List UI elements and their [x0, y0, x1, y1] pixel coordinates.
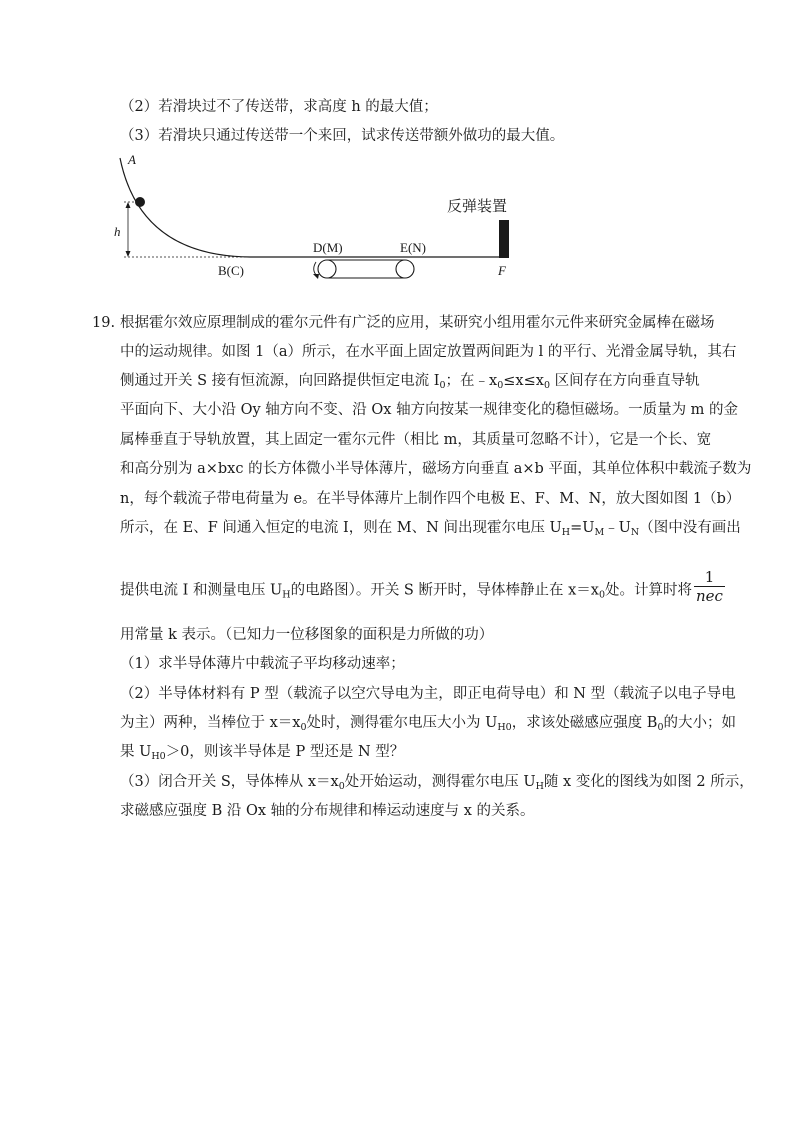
q19-line-4: 平面向下、大小沿 Oy 轴方向不变、沿 Ox 轴方向按某一规律变化的稳恒磁场。一质量为 m 的金	[120, 402, 739, 418]
sub-question-3-line-2: 求磁感应强度 B 沿 Ox 轴的分布规律和棒运动速度与 x 的关系。	[120, 803, 535, 819]
q19-line-9: 提供电流 I 和测量电压 $U_H$的电路图）。开关 S 断开时，导体棒静止在 $x=x_0$处。计算时将 $\frac{1}{\text{nec}}$	[120, 568, 723, 605]
sub-question-3-line-1: （3）闭合开关 S，导体棒从 $x=x_0$处开始运动，测得霍尔电压 $U_H$随 x 变化的图线为如图 2 所示，	[120, 774, 754, 792]
rotation-arrow-head	[313, 274, 319, 279]
sub-question-2-line-2: 为主）两种，当棒位于 $x=x_0$处时，测得霍尔电压大小为 $U_{H0}$，求该处磁感应强度 $B_0$的大小；如	[120, 715, 737, 733]
q19-line-7: n，每个载流子带电荷量为 e。在半导体薄片上制作四个电极 E、F、M、N，放大图如图 1（b）	[120, 491, 741, 507]
rebound-device-label: 反弹装置	[447, 197, 508, 215]
label-en: E(N)	[400, 240, 426, 255]
q19-line-3: 侧通过开关 S 接有恒流源，向回路提供恒定电流 $I_0$；在$﹣x_0\le x\le x_0$ 区间存在方向垂直导轨	[120, 373, 700, 391]
fraction-1-over-nec: $\frac{1}{\text{nec}}$	[696, 568, 723, 605]
label-h: h	[114, 224, 121, 239]
q19-line-1: 根据霍尔效应原理制成的霍尔元件有广泛的应用，某研究小组用霍尔元件来研究金属棒在磁场	[120, 315, 715, 331]
conveyor-figure	[100, 148, 530, 286]
prev-q3-text: （3）若滑块只通过传送带一个来回，试求传送带额外做功的最大值。	[120, 128, 565, 144]
q19-line-2: 中的运动规律。如图 1（a）所示，在水平面上固定放置两间距为 l 的平行、光滑金属导轨，其右	[120, 344, 737, 360]
roller-right	[396, 260, 414, 278]
sub-question-2-line-3: 果 $U_{H0}>0$，则该半导体是 P 型还是 N 型？	[120, 744, 405, 762]
q19-line-5: 属棒垂直于导轨放置，其上固定一霍尔元件（相比 m，其质量可忽略不计），它是一个长、宽	[120, 432, 712, 448]
q19-line-8: 所示，在 E、F 间通入恒定的电流 I，则在 M、N 间出现霍尔电压 $U_H=U_M﹣U_N$（图中没有画出	[120, 520, 741, 538]
prev-q2-text: （2）若滑块过不了传送带，求高度 h 的最大值；	[120, 99, 438, 115]
roller-left	[318, 260, 336, 278]
label-bc: B(C)	[218, 263, 244, 278]
height-arrow-head-top	[126, 202, 131, 208]
curved-track	[120, 158, 250, 257]
sub-question-2-line-1: （2）半导体材料有 P 型（载流子以空穴导电为主，即正电荷导电）和 N 型（载流子以电子导电	[120, 686, 736, 702]
question-number: 19.	[92, 315, 116, 331]
slider-ball	[135, 197, 145, 207]
q19-line-10: 用常量 k 表示。（已知力一位移图象的面积是力所做的功）	[120, 627, 494, 643]
height-arrow-head-bottom	[126, 251, 131, 257]
label-f: F	[498, 263, 506, 278]
q19-line-6: 和高分别为 a×bxc 的长方体微小半导体薄片，磁场方向垂直 a×b 平面，其单位体积中载流子数为	[120, 461, 752, 477]
rebound-device	[499, 220, 509, 258]
label-a: A	[128, 152, 136, 167]
sub-question-1: （1）求半导体薄片中载流子平均移动速率；	[120, 656, 405, 672]
label-dm: D(M)	[313, 240, 343, 255]
rotation-arrow	[314, 262, 317, 276]
